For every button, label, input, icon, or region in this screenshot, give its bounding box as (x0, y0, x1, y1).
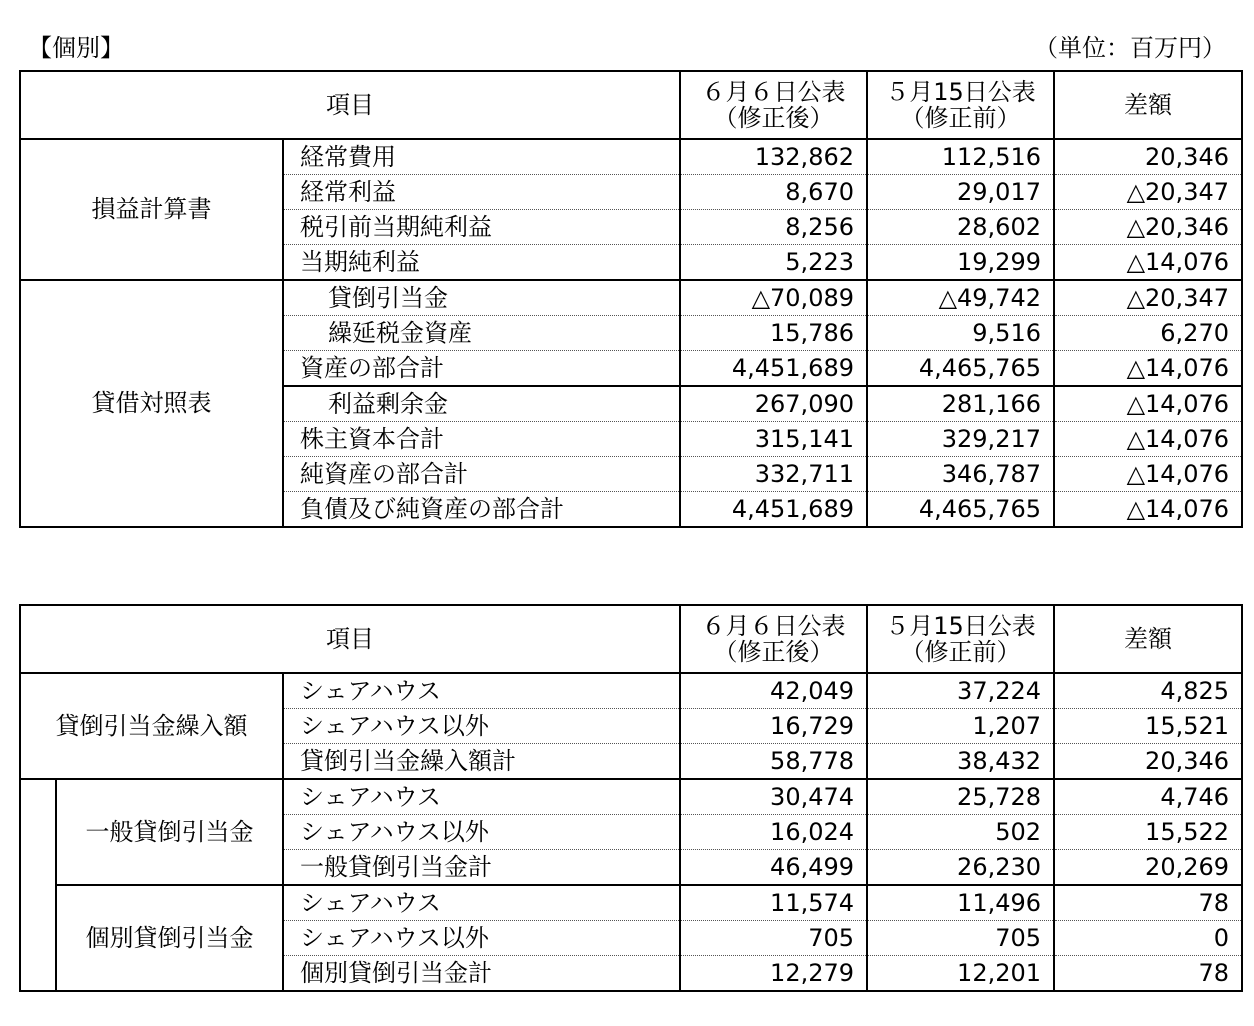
header-col2-line1: ５月15日公表 (885, 611, 1036, 640)
value-after: 8,256 (680, 210, 867, 245)
value-after: 132,862 (680, 139, 867, 175)
header-col1-line2: （修正後） (713, 638, 834, 666)
category-specific-allowance: 個別貸倒引当金 (56, 885, 283, 991)
value-after: 4,451,689 (680, 351, 867, 387)
value-diff: 15,521 (1054, 709, 1242, 744)
value-diff: △20,347 (1054, 280, 1242, 316)
row-label: シェアハウス (283, 779, 680, 815)
value-before: △49,742 (867, 280, 1054, 316)
table-row (20, 885, 1242, 921)
value-diff: 15,522 (1054, 815, 1242, 850)
section-title: 【個別】 (28, 34, 124, 62)
value-diff: 20,269 (1054, 850, 1242, 886)
table-row (20, 779, 1242, 815)
row-label: 経常費用 (283, 139, 680, 175)
value-before: 19,299 (867, 245, 1054, 281)
value-before: 4,465,765 (867, 492, 1054, 528)
value-after: 30,474 (680, 779, 867, 815)
value-after: 11,574 (680, 885, 867, 921)
value-before: 4,465,765 (867, 351, 1054, 387)
row-label: 貸倒引当金繰入額計 (283, 744, 680, 780)
value-diff: 20,346 (1054, 139, 1242, 175)
value-after: 5,223 (680, 245, 867, 281)
value-before: 329,217 (867, 422, 1054, 457)
value-diff: △14,076 (1054, 457, 1242, 492)
value-after: 4,451,689 (680, 492, 867, 528)
value-diff: △20,347 (1054, 175, 1242, 210)
value-diff: 0 (1054, 921, 1242, 956)
value-after: 58,778 (680, 744, 867, 780)
value-after: 8,670 (680, 175, 867, 210)
value-before: 11,496 (867, 885, 1054, 921)
value-diff: 78 (1054, 885, 1242, 921)
row-label: 経常利益 (283, 175, 680, 210)
row-label: 負債及び純資産の部合計 (283, 492, 680, 528)
value-before: 26,230 (867, 850, 1054, 886)
value-diff: △14,076 (1054, 386, 1242, 422)
row-label: シェアハウス以外 (283, 921, 680, 956)
value-after: 315,141 (680, 422, 867, 457)
category-balance-sheet: 貸借対照表 (20, 280, 283, 527)
value-after: 46,499 (680, 850, 867, 886)
header-col1-line1: ６月６日公表 (701, 611, 846, 640)
value-before: 502 (867, 815, 1054, 850)
table-row (20, 673, 1242, 709)
category-general-allowance: 一般貸倒引当金 (56, 779, 283, 885)
header-item: 項目 (20, 71, 680, 139)
header-col2-line1: ５月15日公表 (885, 77, 1036, 106)
header-diff: 差額 (1054, 605, 1242, 673)
row-label: 税引前当期純利益 (283, 210, 680, 245)
value-diff: 6,270 (1054, 316, 1242, 351)
allowance-table (19, 604, 1243, 992)
value-diff: △14,076 (1054, 351, 1242, 387)
row-label: 資産の部合計 (283, 351, 680, 387)
header-col1-line2: （修正後） (713, 104, 834, 132)
category-income-statement: 損益計算書 (20, 139, 283, 280)
row-label: シェアハウス (283, 673, 680, 709)
value-diff: 78 (1054, 956, 1242, 992)
header-diff: 差額 (1054, 71, 1242, 139)
value-after: 16,729 (680, 709, 867, 744)
value-before: 37,224 (867, 673, 1054, 709)
row-label: 個別貸倒引当金計 (283, 956, 680, 992)
nested-indent (20, 779, 56, 991)
unit-label: （単位：百万円） (1034, 34, 1226, 62)
category-provision: 貸倒引当金繰入額 (20, 673, 283, 779)
row-label: シェアハウス以外 (283, 815, 680, 850)
row-label: 一般貸倒引当金計 (283, 850, 680, 886)
row-label: 貸倒引当金 (283, 280, 680, 316)
value-diff: △20,346 (1054, 210, 1242, 245)
value-diff: △14,076 (1054, 492, 1242, 528)
value-after: 332,711 (680, 457, 867, 492)
value-after: 267,090 (680, 386, 867, 422)
income-balance-table (19, 70, 1243, 528)
header-col2 (867, 605, 1054, 673)
row-label: シェアハウス以外 (283, 709, 680, 744)
row-label: 繰延税金資産 (283, 316, 680, 351)
header-item: 項目 (20, 605, 680, 673)
value-after: 16,024 (680, 815, 867, 850)
value-diff: 4,825 (1054, 673, 1242, 709)
value-before: 28,602 (867, 210, 1054, 245)
value-before: 9,516 (867, 316, 1054, 351)
table-row (20, 139, 1242, 175)
value-after: 15,786 (680, 316, 867, 351)
value-before: 25,728 (867, 779, 1054, 815)
value-before: 29,017 (867, 175, 1054, 210)
value-diff: △14,076 (1054, 245, 1242, 281)
row-label: 純資産の部合計 (283, 457, 680, 492)
header-col1 (680, 605, 867, 673)
value-before: 112,516 (867, 139, 1054, 175)
row-label: 利益剰余金 (283, 386, 680, 422)
header-col1 (680, 71, 867, 139)
header-col2-line2: （修正前） (900, 638, 1021, 666)
value-before: 12,201 (867, 956, 1054, 992)
value-after: 705 (680, 921, 867, 956)
value-after: 42,049 (680, 673, 867, 709)
row-label: 株主資本合計 (283, 422, 680, 457)
header-col1-line1: ６月６日公表 (701, 77, 846, 106)
value-diff: △14,076 (1054, 422, 1242, 457)
value-after: △70,089 (680, 280, 867, 316)
header-col2 (867, 71, 1054, 139)
value-before: 705 (867, 921, 1054, 956)
row-label: 当期純利益 (283, 245, 680, 281)
value-diff: 4,746 (1054, 779, 1242, 815)
table-header-row (20, 71, 1242, 139)
value-before: 38,432 (867, 744, 1054, 780)
value-after: 12,279 (680, 956, 867, 992)
header-col2-line2: （修正前） (900, 104, 1021, 132)
table-row (20, 280, 1242, 316)
value-before: 1,207 (867, 709, 1054, 744)
value-before: 346,787 (867, 457, 1054, 492)
value-diff: 20,346 (1054, 744, 1242, 780)
table-header-row (20, 605, 1242, 673)
value-before: 281,166 (867, 386, 1054, 422)
row-label: シェアハウス (283, 885, 680, 921)
